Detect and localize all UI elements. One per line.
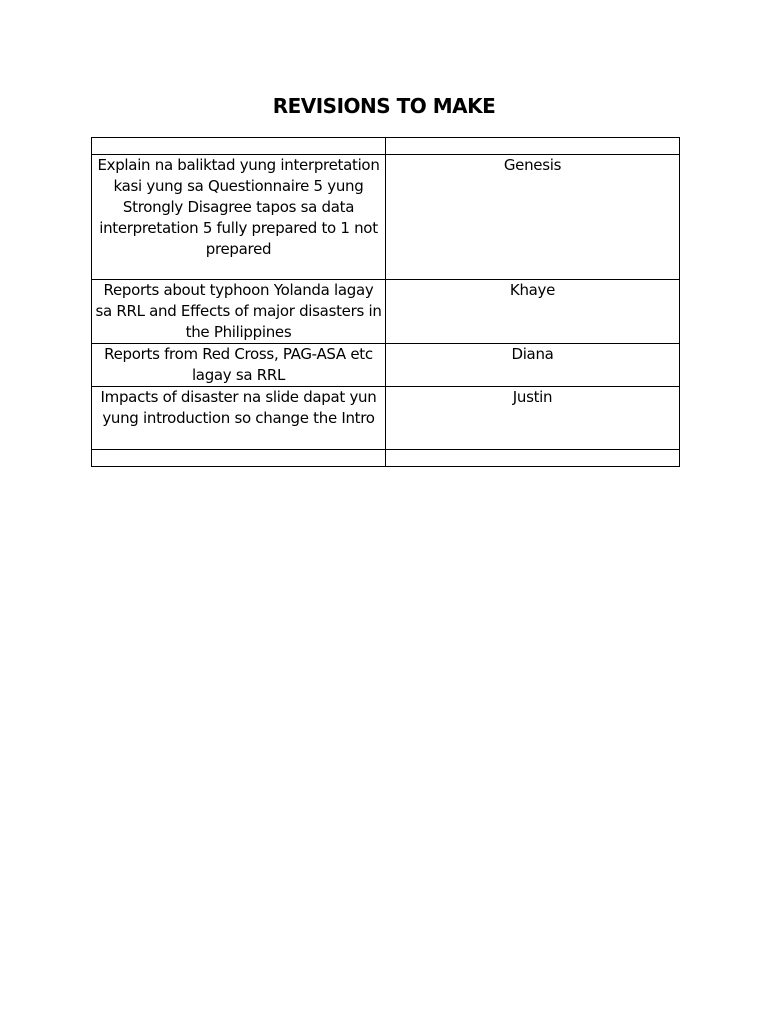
table-row — [92, 155, 680, 280]
revision-cell: Reports about typhoon Yolanda lagay sa RRL and Effects of major disasters in the Philippines — [92, 280, 386, 344]
table-row — [92, 280, 680, 344]
table-row — [92, 387, 680, 450]
footer-cell-assignee — [386, 450, 680, 467]
assignee-cell: Genesis — [386, 155, 680, 280]
assignee-cell: Diana — [386, 344, 680, 387]
page-title: REVISIONS TO MAKE — [272, 94, 496, 118]
revision-cell: Explain na baliktad yung interpretation kasi yung sa Questionnaire 5 yung Strongly Disagree tapos sa data interpretation 5 fully prepared to 1 not prepared — [92, 155, 386, 280]
assignee-cell: Khaye — [386, 280, 680, 344]
revisions-table — [91, 137, 680, 467]
revision-cell: Reports from Red Cross, PAG-ASA etc lagay sa RRL — [92, 344, 386, 387]
header-cell-assignee — [386, 138, 680, 155]
revision-cell: Impacts of disaster na slide dapat yun yung introduction so change the Intro — [92, 387, 386, 450]
header-cell-revision — [92, 138, 386, 155]
footer-cell-revision — [92, 450, 386, 467]
table-header-row — [92, 138, 680, 155]
table-footer-row — [92, 450, 680, 467]
table-row — [92, 344, 680, 387]
assignee-cell: Justin — [386, 387, 680, 450]
